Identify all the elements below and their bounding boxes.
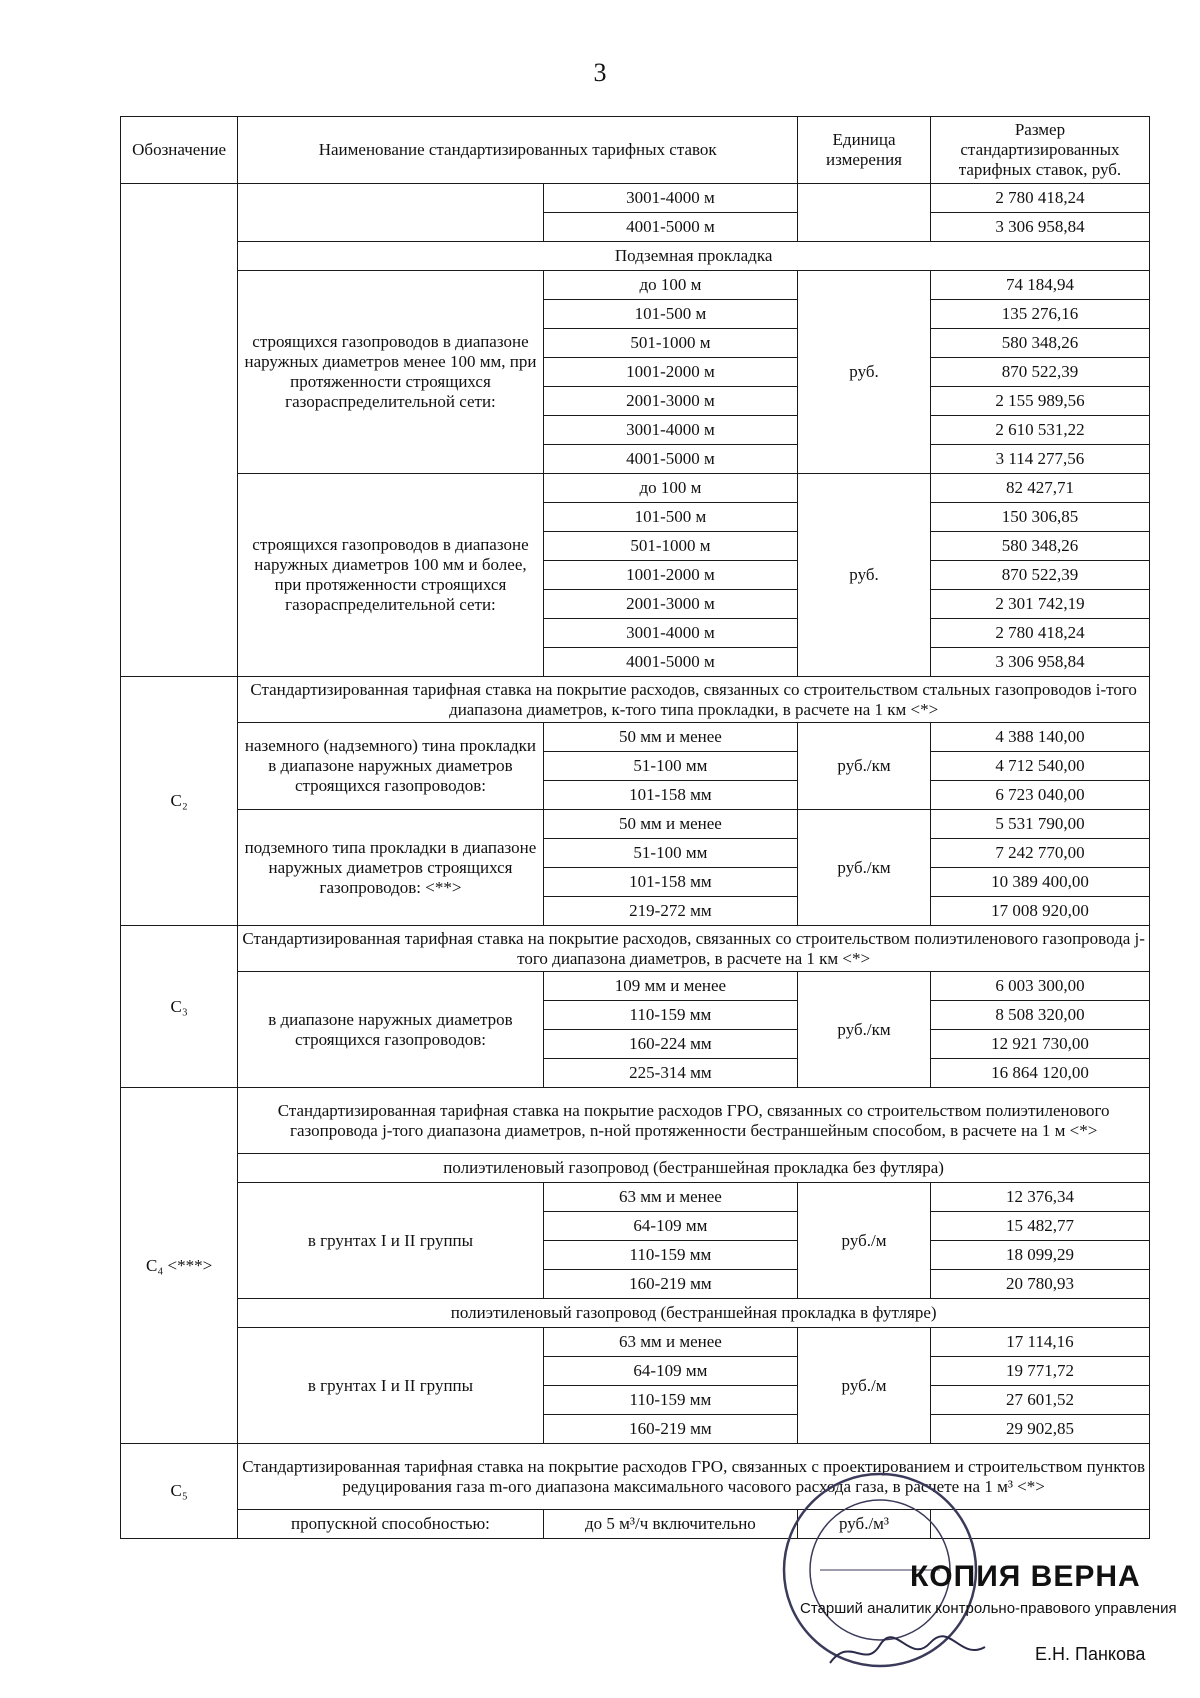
range-cell: 51-100 мм — [543, 839, 797, 868]
unit-cell: руб. — [798, 474, 931, 677]
tariff-table — [120, 116, 1150, 1539]
group-description: пропускной способностью: — [238, 1510, 543, 1539]
value-cell: 2 780 418,24 — [930, 619, 1149, 648]
table-row — [121, 723, 1150, 752]
section-row — [121, 926, 1150, 972]
group-description: строящихся газопроводов в диапазоне наружных диаметров 100 мм и более, при протяженности строящихся газораспределительной сети: — [238, 474, 543, 677]
value-cell: 16 864 120,00 — [930, 1059, 1149, 1088]
value-cell: 2 610 531,22 — [930, 416, 1149, 445]
value-cell: 8 508 320,00 — [930, 1001, 1149, 1030]
range-cell: 101-158 мм — [543, 781, 797, 810]
unit-cell: руб./км — [798, 810, 931, 926]
table-row — [121, 474, 1150, 503]
range-cell: 2001-3000 м — [543, 387, 797, 416]
value-cell: 10 389 400,00 — [930, 868, 1149, 897]
section-title-c5: Стандартизированная тарифная ставка на покрытие расходов ГРО, связанных с проектированием и строительством пунктов редуцирования газа m-ого диапазона максимального часового расхода газа, в расчете на 1 м³ <*> — [238, 1444, 1150, 1510]
range-cell: 2001-3000 м — [543, 590, 797, 619]
value-cell: 17 114,16 — [930, 1328, 1149, 1357]
value-cell: 6 003 300,00 — [930, 972, 1149, 1001]
value-cell: 3 306 958,84 — [930, 648, 1149, 677]
range-cell: 3001-4000 м — [543, 184, 797, 213]
unit-cell: руб./м³ — [798, 1510, 931, 1539]
value-cell: 12 921 730,00 — [930, 1030, 1149, 1059]
range-cell: 64-109 мм — [543, 1212, 797, 1241]
value-cell: 19 771,72 — [930, 1357, 1149, 1386]
subsection-row — [121, 1154, 1150, 1183]
range-cell: 4001-5000 м — [543, 213, 797, 242]
empty-desc-cell — [238, 184, 543, 242]
section-row — [121, 677, 1150, 723]
group-description: в грунтах I и II группы — [238, 1183, 543, 1299]
unit-cell: руб./м — [798, 1328, 931, 1444]
value-cell: 29 902,85 — [930, 1415, 1149, 1444]
table-header-row — [121, 117, 1150, 184]
range-cell: 50 мм и менее — [543, 810, 797, 839]
group-description: в диапазоне наружных диаметров строящихся газопроводов: — [238, 972, 543, 1088]
value-cell: 2 780 418,24 — [930, 184, 1149, 213]
group-description: в грунтах I и II группы — [238, 1328, 543, 1444]
range-cell: 1001-2000 м — [543, 561, 797, 590]
range-cell: 501-1000 м — [543, 532, 797, 561]
table-row — [121, 1328, 1150, 1357]
table-row — [121, 810, 1150, 839]
unit-cell: руб./км — [798, 972, 931, 1088]
value-cell: 870 522,39 — [930, 561, 1149, 590]
value-cell: 135 276,16 — [930, 300, 1149, 329]
range-cell: 63 мм и менее — [543, 1328, 797, 1357]
range-cell: 3001-4000 м — [543, 416, 797, 445]
section-title-underground: Подземная прокладка — [238, 242, 1150, 271]
group-description: строящихся газопроводов в диапазоне наружных диаметров менее 100 мм, при протяженности строящихся газораспределительной сети: — [238, 271, 543, 474]
code-c3: C₃ — [121, 926, 238, 1088]
empty-unit-cell — [798, 184, 931, 242]
certifier-role: Старший аналитик контрольно-правового управления — [800, 1600, 1177, 1617]
value-cell: 18 099,29 — [930, 1241, 1149, 1270]
value-cell: 580 348,26 — [930, 532, 1149, 561]
range-cell: 219-272 мм — [543, 897, 797, 926]
range-cell: 4001-5000 м — [543, 648, 797, 677]
value-cell: 3 114 277,56 — [930, 445, 1149, 474]
header-size: Размер стандартизированных тарифных ставок, руб. — [930, 117, 1149, 184]
value-cell: 17 008 920,00 — [930, 897, 1149, 926]
range-cell: 1001-2000 м — [543, 358, 797, 387]
range-cell: 160-219 мм — [543, 1415, 797, 1444]
range-cell: 63 мм и менее — [543, 1183, 797, 1212]
value-cell: 4 388 140,00 — [930, 723, 1149, 752]
table-row — [121, 271, 1150, 300]
section-row — [121, 1444, 1150, 1510]
signature — [820, 1625, 1020, 1675]
unit-cell: руб./м — [798, 1183, 931, 1299]
range-cell: до 100 м — [543, 271, 797, 300]
value-cell: 27 601,52 — [930, 1386, 1149, 1415]
code-c4: C₄ <***> — [121, 1088, 238, 1444]
range-cell: 4001-5000 м — [543, 445, 797, 474]
value-cell: 15 482,77 — [930, 1212, 1149, 1241]
value-cell: 20 780,93 — [930, 1270, 1149, 1299]
range-cell: до 5 м³/ч включительно — [543, 1510, 797, 1539]
value-cell: 6 723 040,00 — [930, 781, 1149, 810]
range-cell: 160-219 мм — [543, 1270, 797, 1299]
value-cell: 74 184,94 — [930, 271, 1149, 300]
page-number: 3 — [593, 58, 607, 87]
group-description: подземного типа прокладки в диапазоне наружных диаметров строящихся газопроводов: <**> — [238, 810, 543, 926]
value-cell: 7 242 770,00 — [930, 839, 1149, 868]
header-unit: Единица измерения — [798, 117, 931, 184]
range-cell: 225-314 мм — [543, 1059, 797, 1088]
section-title-c2: Стандартизированная тарифная ставка на покрытие расходов, связанных со строительством стальных газопроводов i-того диапазона диаметров, к-того типа прокладки, в расчете на 1 км <*> — [238, 677, 1150, 723]
range-cell: 110-159 мм — [543, 1001, 797, 1030]
range-cell: 51-100 мм — [543, 752, 797, 781]
section-row — [121, 242, 1150, 271]
value-cell: 12 376,34 — [930, 1183, 1149, 1212]
table-row — [121, 184, 1150, 213]
unit-cell: руб./км — [798, 723, 931, 810]
section-title-c3: Стандартизированная тарифная ставка на покрытие расходов, связанных со строительством полиэтиленового газопровода j-того диапазона диаметров, в расчете на 1 км <*> — [238, 926, 1150, 972]
unit-cell: руб. — [798, 271, 931, 474]
table-row — [121, 1183, 1150, 1212]
range-cell: 160-224 мм — [543, 1030, 797, 1059]
table-row — [121, 972, 1150, 1001]
value-cell: 2 301 742,19 — [930, 590, 1149, 619]
range-cell: 501-1000 м — [543, 329, 797, 358]
subsection-title: полиэтиленовый газопровод (бестраншейная прокладка без футляра) — [238, 1154, 1150, 1183]
subsection-row — [121, 1299, 1150, 1328]
value-cell: 5 531 790,00 — [930, 810, 1149, 839]
value-cell: 3 306 958,84 — [930, 213, 1149, 242]
range-cell: 50 мм и менее — [543, 723, 797, 752]
section-title-c4: Стандартизированная тарифная ставка на покрытие расходов ГРО, связанных со строительством полиэтиленового газопровода j-того диапазона диаметров, n-ной протяженности бестраншейным способом, в расчете на 1 м <*> — [238, 1088, 1150, 1154]
table-row — [121, 1510, 1150, 1539]
certified-copy-title: КОПИЯ ВЕРНА — [910, 1560, 1141, 1593]
value-cell: 82 427,71 — [930, 474, 1149, 503]
range-cell: 3001-4000 м — [543, 619, 797, 648]
range-cell: 101-500 м — [543, 503, 797, 532]
range-cell: 110-159 мм — [543, 1386, 797, 1415]
range-cell: 64-109 мм — [543, 1357, 797, 1386]
section-row — [121, 1088, 1150, 1154]
range-cell: до 100 м — [543, 474, 797, 503]
header-name: Наименование стандартизированных тарифных ставок — [238, 117, 798, 184]
group-description: наземного (надземного) тина прокладки в диапазоне наружных диаметров строящихся газопроводов: — [238, 723, 543, 810]
code-c5: C₅ — [121, 1444, 238, 1539]
value-cell: 580 348,26 — [930, 329, 1149, 358]
code-c2: C₂ — [121, 677, 238, 926]
certifier-name: Е.Н. Панкова — [1035, 1644, 1146, 1664]
range-cell: 101-500 м — [543, 300, 797, 329]
value-cell: 4 712 540,00 — [930, 752, 1149, 781]
range-cell: 101-158 мм — [543, 868, 797, 897]
value-cell: 870 522,39 — [930, 358, 1149, 387]
value-cell: 150 306,85 — [930, 503, 1149, 532]
header-designation: Обозначение — [121, 117, 238, 184]
code-cell-continued — [121, 184, 238, 677]
range-cell: 109 мм и менее — [543, 972, 797, 1001]
range-cell: 110-159 мм — [543, 1241, 797, 1270]
subsection-title: полиэтиленовый газопровод (бестраншейная прокладка в футляре) — [238, 1299, 1150, 1328]
value-cell: 2 155 989,56 — [930, 387, 1149, 416]
